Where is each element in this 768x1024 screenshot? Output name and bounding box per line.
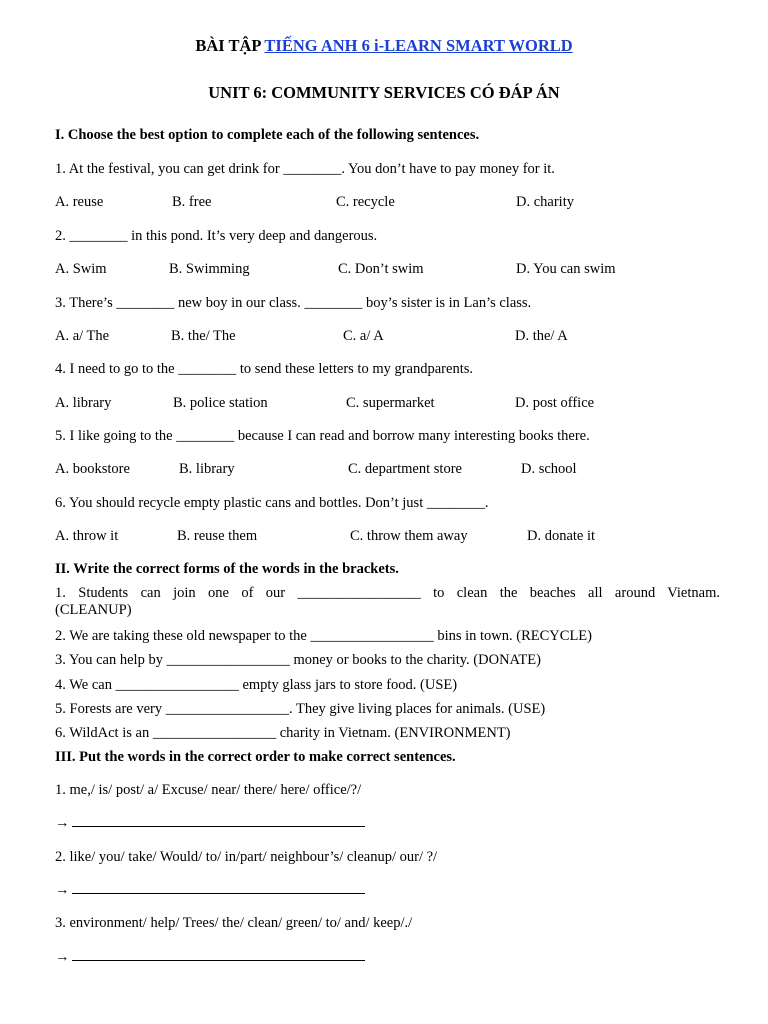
- option-d: D. school: [521, 461, 577, 477]
- option-c: C. supermarket: [346, 395, 435, 411]
- page-title: [0, 36, 768, 57]
- exercise-line: 4. We can _________________ empty glass jars to store food. (USE): [55, 677, 458, 693]
- scrambled-sentence: 3. environment/ help/ Trees/ the/ clean/ green/ to/ and/ keep/./: [55, 915, 413, 931]
- option-b: B. police station: [173, 395, 268, 411]
- question-text: 3. There’s ________ new boy in our class. ________ boy’s sister is in Lan’s class.: [55, 295, 532, 311]
- exercise-line-continued: (CLEANUP): [55, 602, 132, 618]
- option-a: A. reuse: [55, 194, 104, 210]
- scrambled-sentence: 1. me,/ is/ post/ a/ Excuse/ near/ there/ here/ office/?/: [55, 782, 362, 798]
- option-d: D. post office: [515, 395, 595, 411]
- option-b: B. free: [172, 194, 212, 210]
- option-a: A. bookstore: [55, 461, 130, 477]
- option-d: D. You can swim: [516, 261, 616, 277]
- section-3-heading: III. Put the words in the correct order to make correct sentences.: [55, 749, 456, 765]
- section-2-heading: II. Write the correct forms of the words in the brackets.: [55, 561, 399, 577]
- question-text: 5. I like going to the ________ because I can read and borrow many interesting books there.: [55, 428, 590, 444]
- option-b: B. Swimming: [169, 261, 250, 277]
- arrow-icon: →: [55, 949, 70, 965]
- section-1-heading: I. Choose the best option to complete each of the following sentences.: [55, 127, 480, 143]
- answer-blank[interactable]: [72, 881, 365, 894]
- exercise-line: 5. Forests are very _________________. They give living places for animals. (USE): [55, 701, 546, 717]
- option-a: A. throw it: [55, 528, 119, 544]
- answer-blank[interactable]: [72, 948, 365, 961]
- option-c: C. Don’t swim: [338, 261, 424, 277]
- question-text: 4. I need to go to the ________ to send these letters to my grandparents.: [55, 361, 473, 377]
- question-text: 2. ________ in this pond. It’s very deep and dangerous.: [55, 228, 378, 244]
- option-a: A. library: [55, 395, 112, 411]
- option-c: C. throw them away: [350, 528, 468, 544]
- exercise-line: 3. You can help by _________________ money or books to the charity. (DONATE): [55, 652, 541, 668]
- exercise-line: 1. Students can join one of our _________________ to clean the beaches all around Vietnam.: [55, 585, 720, 601]
- arrow-icon: →: [55, 882, 70, 898]
- title-prefix: BÀI TẬP: [195, 36, 265, 55]
- option-c: C. department store: [348, 461, 462, 477]
- exercise-line: 2. We are taking these old newspaper to the _________________ bins in town. (RECYCLE): [55, 628, 592, 644]
- question-text: 6. You should recycle empty plastic cans and bottles. Don’t just ________.: [55, 495, 489, 511]
- question-text: 1. At the festival, you can get drink for ________. You don’t have to pay money for it.: [55, 161, 555, 177]
- option-a: A. Swim: [55, 261, 107, 277]
- option-c: C. a/ A: [343, 328, 384, 344]
- option-d: D. the/ A: [515, 328, 568, 344]
- option-d: D. donate it: [527, 528, 596, 544]
- page-subtitle: UNIT 6: COMMUNITY SERVICES CÓ ĐÁP ÁN: [208, 83, 560, 102]
- answer-line: [55, 881, 768, 899]
- arrow-icon: →: [55, 815, 70, 831]
- option-a: A. a/ The: [55, 328, 110, 344]
- answer-blank[interactable]: [72, 814, 365, 827]
- option-c: C. recycle: [336, 194, 395, 210]
- answer-line: [55, 948, 768, 966]
- option-b: B. reuse them: [177, 528, 258, 544]
- answer-line: [55, 814, 768, 832]
- scrambled-sentence: 2. like/ you/ take/ Would/ to/ in/part/ neighbour’s/ cleanup/ our/ ?/: [55, 849, 438, 865]
- title-link[interactable]: TIẾNG ANH 6 i-LEARN SMART WORLD: [264, 36, 573, 55]
- option-b: B. library: [179, 461, 235, 477]
- option-d: D. charity: [516, 194, 574, 210]
- option-b: B. the/ The: [171, 328, 236, 344]
- exercise-line: 6. WildAct is an _________________ charity in Vietnam. (ENVIRONMENT): [55, 725, 511, 741]
